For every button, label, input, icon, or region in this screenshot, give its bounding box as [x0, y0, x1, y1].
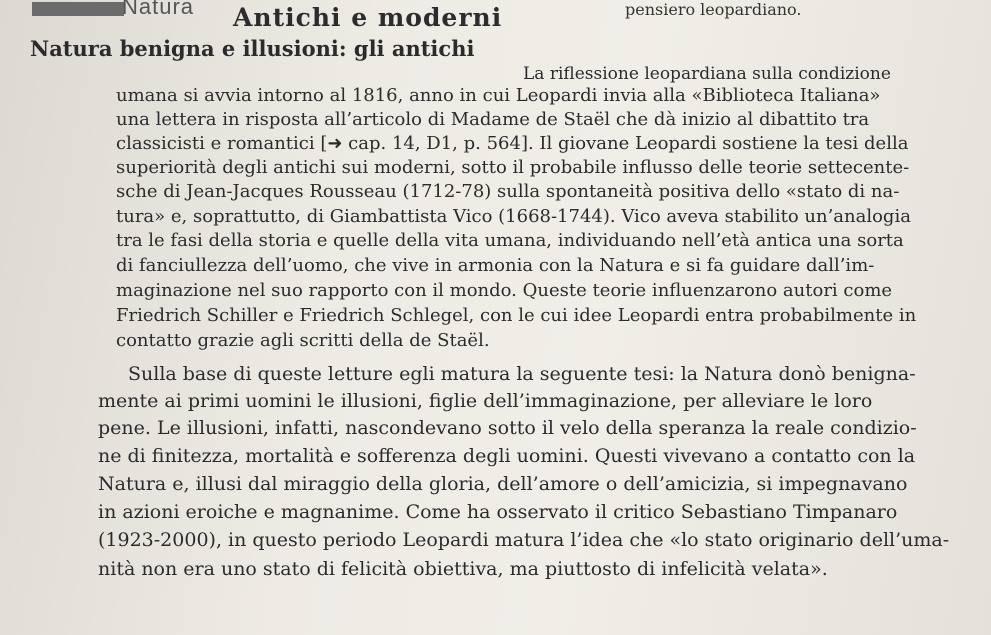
text-line: Sulla base di queste letture egli matura la seguente tesi: la Natura donò benigna- — [128, 363, 916, 385]
text-line: Friedrich Schiller e Friedrich Schlegel, con le cui idee Leopardi entra probabilmente in — [116, 305, 917, 326]
text-line: pene. Le illusioni, infatti, nascondevano sotto il velo della speranza la reale condizio- — [98, 417, 917, 439]
text-line: classicisti e romantici [➜ cap. 14, D1, p. 564]. Il giovane Leopardi sostiene la tesi della — [116, 133, 909, 154]
text-line: nità non era uno stato di felicità obiettiva, ma piuttosto di infelicità velata». — [98, 558, 828, 580]
previous-text-fragment: pensiero leopardiano. — [625, 0, 802, 19]
text-line: sche di Jean-Jacques Rousseau (1712-78) sulla spontaneità positiva dello «stato di na- — [116, 181, 900, 202]
text-line: La riflessione leopardiana sulla condizione — [523, 64, 891, 84]
text-line: umana si avvia intorno al 1816, anno in cui Leopardi invia alla «Biblioteca Italiana» — [116, 85, 881, 106]
paragraph-lead: Natura benigna e illusioni: gli antichi — [30, 36, 475, 61]
text-line: in azioni eroiche e magnanime. Come ha osservato il critico Sebastiano Timpanaro — [98, 501, 898, 523]
text-line: contatto grazie agli scritti della de Staël. — [116, 330, 490, 351]
text-line: tura» e, soprattutto, di Giambattista Vico (1668-1744). Vico aveva stabilito un’analogia — [116, 206, 911, 227]
text-line: maginazione nel suo rapporto con il mondo. Queste teorie influenzarono autori come — [116, 280, 893, 301]
text-line: Natura e, illusi dal miraggio della gloria, dell’amore o dell’amicizia, si impegnavano — [98, 473, 908, 495]
section-title: Antichi e moderni — [233, 3, 503, 32]
text-line: (1923-2000), in questo periodo Leopardi matura l’idea che «lo stato originario dell’uma- — [98, 529, 950, 551]
text-line: di fanciullezza dell’uomo, che vive in armonia con la Natura e si fa guidare dall’im- — [116, 255, 875, 276]
text-line: tra le fasi della storia e quelle della vita umana, individuando nell’età antica una sorta — [116, 230, 904, 251]
section-tag: Natura — [122, 0, 195, 19]
text-line: superiorità degli antichi sui moderni, sotto il probabile influsso delle teorie settecente- — [116, 157, 910, 178]
text-line: una lettera in risposta all’articolo di Madame de Staël che dà inizio al dibattito tra — [116, 109, 870, 130]
section-tag-box — [32, 2, 124, 16]
text-line: mente ai primi uomini le illusioni, figlie dell’immaginazione, per alleviare le loro — [98, 390, 873, 412]
text-line: ne di finitezza, mortalità e sofferenza degli uomini. Questi vivevano a contatto con la — [98, 445, 916, 467]
